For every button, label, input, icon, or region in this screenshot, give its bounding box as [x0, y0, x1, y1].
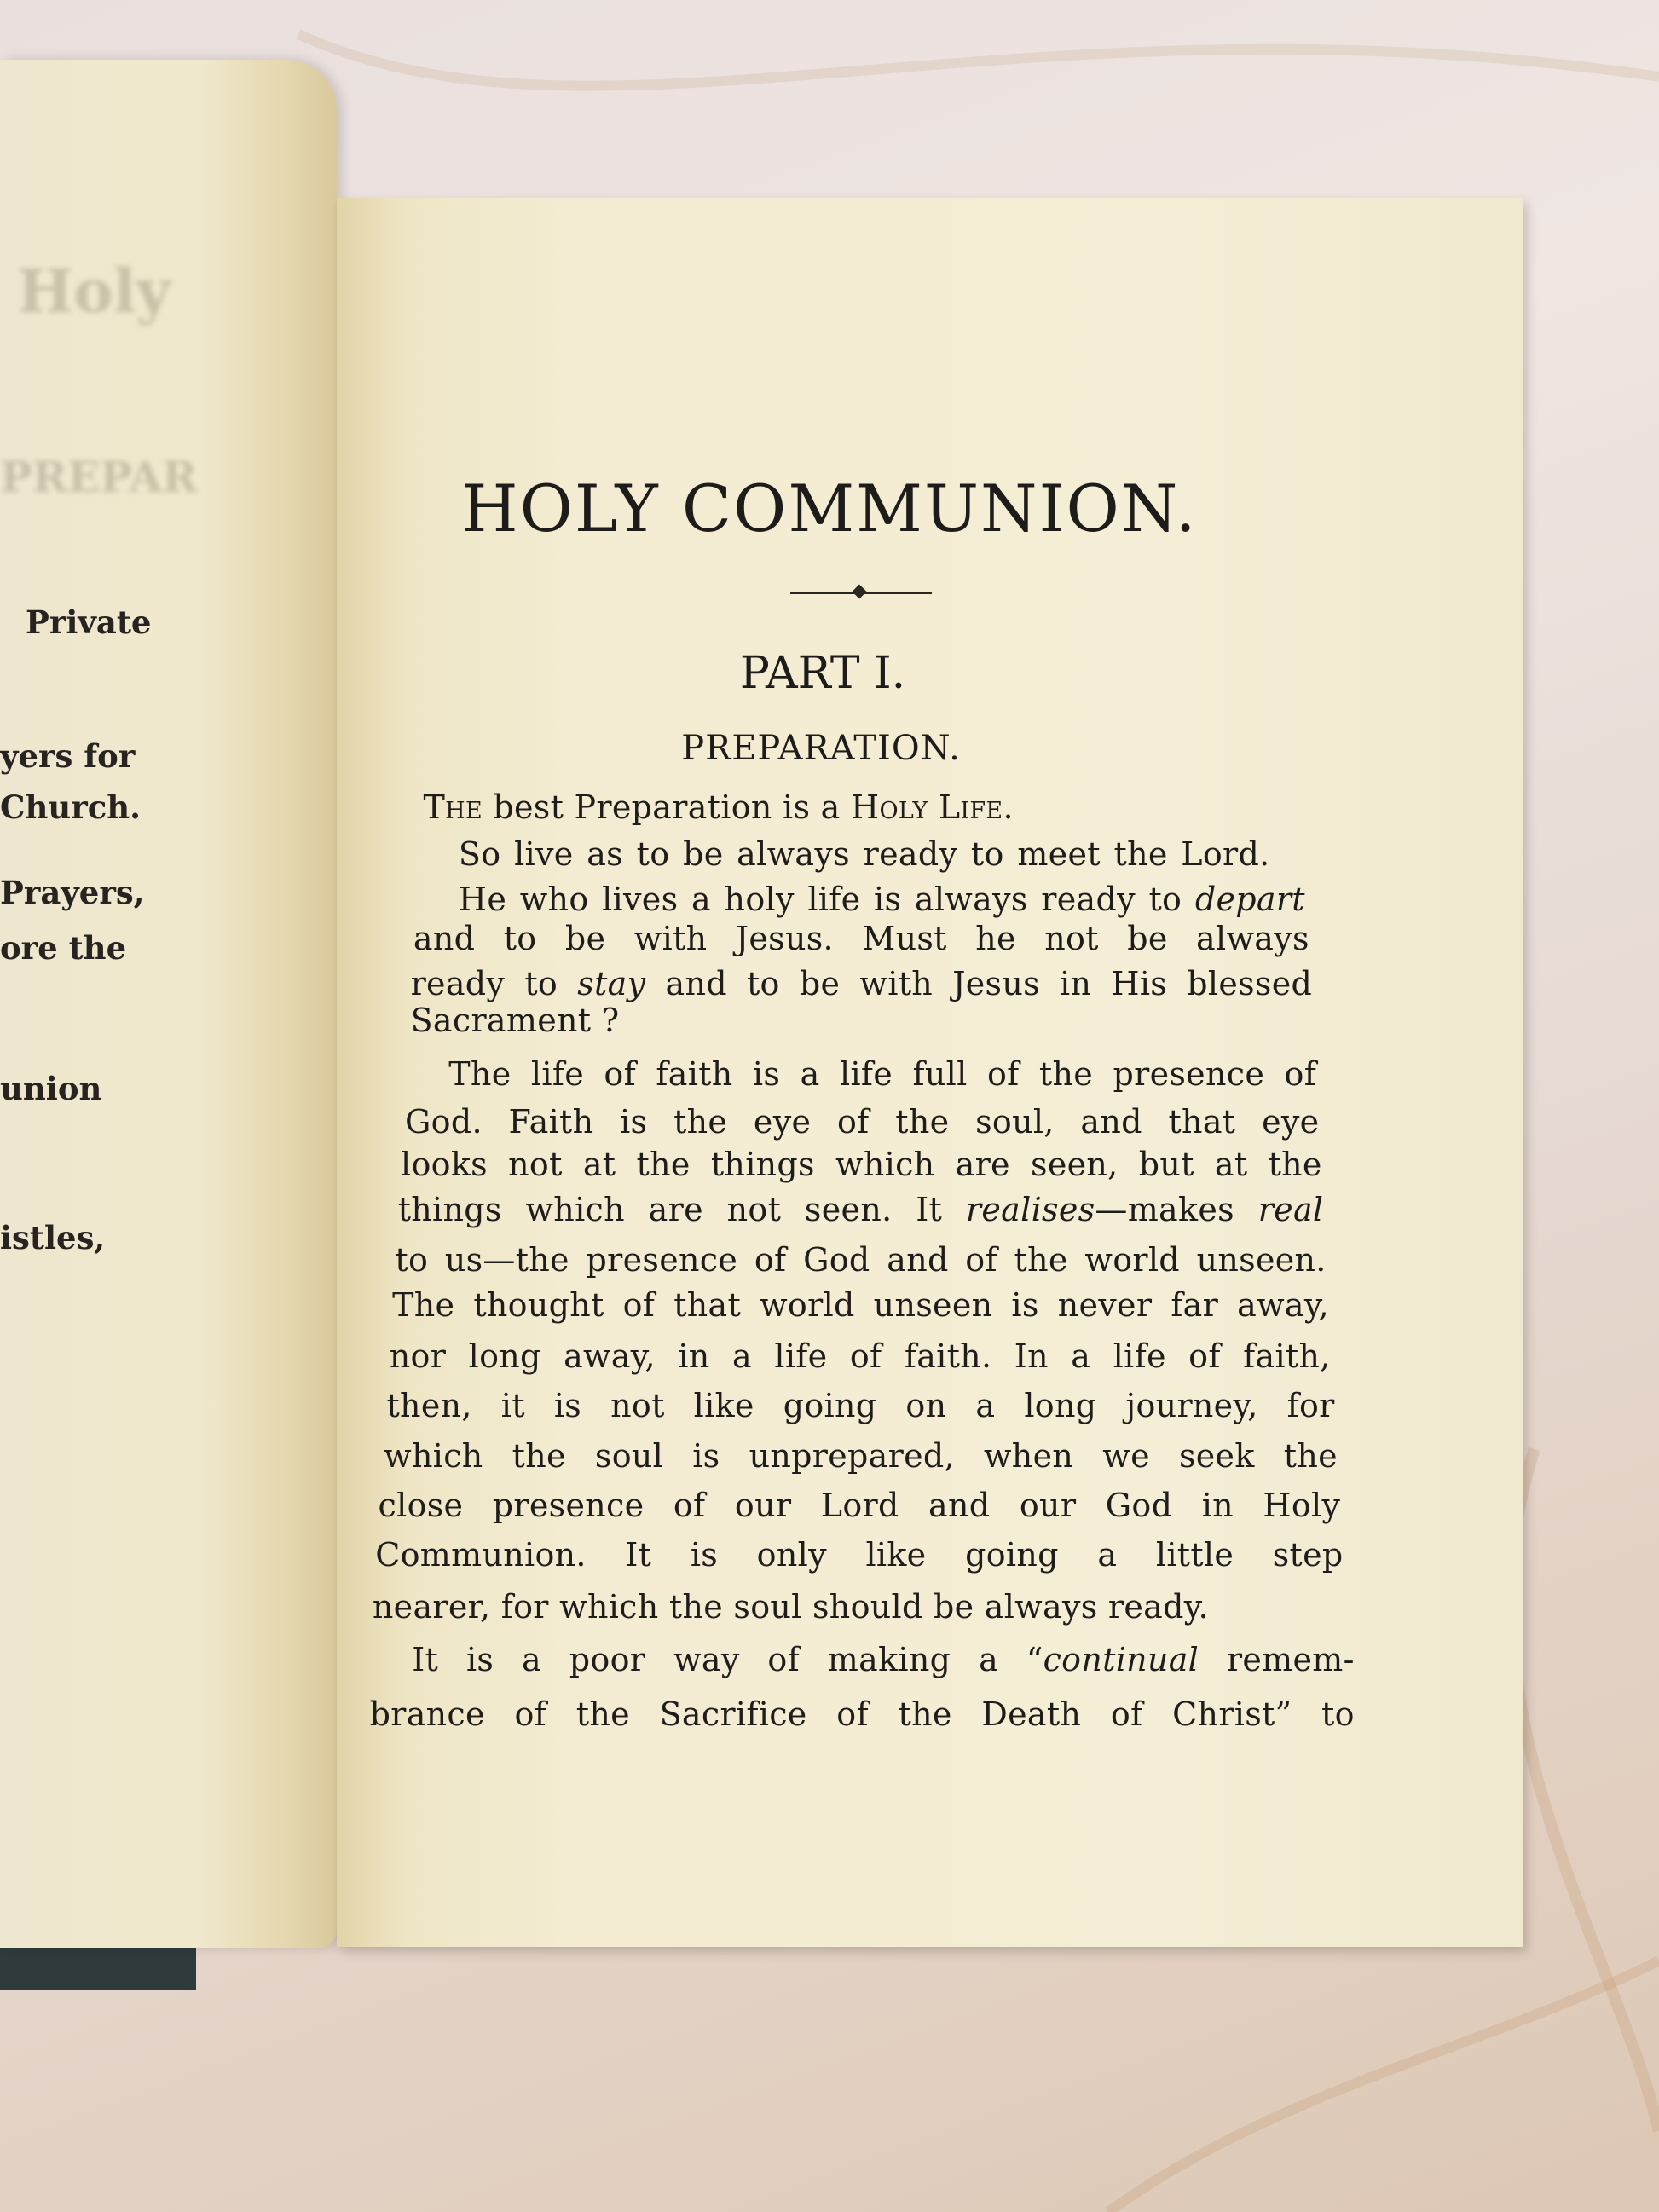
text-segment: and to be with Jesus. Must he not be always	[413, 919, 1309, 957]
text-line	[390, 1337, 1331, 1380]
text-line	[384, 1437, 1338, 1480]
text-line	[398, 1191, 1324, 1233]
left-page-fragment: union	[0, 1070, 102, 1107]
text-segment: Holy Life	[851, 788, 1003, 826]
text-segment: and to be with Jesus in His blessed	[645, 964, 1313, 1002]
text-segment: —makes	[1095, 1190, 1258, 1228]
page-title: HOLY COMMUNION.	[461, 471, 1198, 546]
left-page-fragment: Church.	[0, 788, 142, 826]
text-line	[459, 881, 1305, 923]
text-line	[405, 1103, 1319, 1146]
text-line	[411, 1002, 620, 1044]
text-line	[459, 835, 1270, 878]
part-heading: PART I.	[739, 648, 906, 699]
text-segment: nearer, for which the soul should be always ready.	[372, 1588, 1209, 1626]
section-heading: PREPARATION.	[681, 729, 961, 768]
text-line	[413, 920, 1309, 962]
left-faint-heading: PREPAR	[0, 452, 198, 502]
text-segment: best Preparation is a	[483, 788, 852, 826]
left-page-fragment: ore the	[0, 929, 127, 967]
text-segment: close presence of our Lord and our God in Holy	[378, 1487, 1341, 1525]
text-segment: .	[1003, 788, 1014, 826]
text-line	[392, 1286, 1329, 1329]
text-line	[448, 1055, 1316, 1098]
text-segment: remem-	[1199, 1640, 1355, 1678]
text-segment: stay	[577, 964, 646, 1002]
text-segment: The life of faith is a life full of the presence of	[448, 1054, 1317, 1093]
text-line	[412, 1641, 1355, 1684]
text-line	[370, 1695, 1355, 1738]
text-segment: It is a poor way of making a “	[412, 1640, 1043, 1678]
left-page-fragment: istles,	[0, 1219, 106, 1256]
text-segment: brance of the Sacrifice of the Death of Christ” to	[369, 1695, 1355, 1734]
text-segment: Communion. It is only like going a little step	[375, 1536, 1344, 1574]
text-segment: which the soul is unprepared, when we seek the	[384, 1437, 1338, 1476]
text-line	[386, 1387, 1334, 1429]
text-segment: depart	[1194, 880, 1305, 918]
text-segment: realises	[965, 1190, 1095, 1228]
text-segment: nor long away, in a life of faith. In a life of faith,	[389, 1337, 1331, 1375]
left-page-fragment: Prayers,	[0, 874, 145, 911]
text-line	[395, 1241, 1326, 1284]
text-segment: So live as to be always ready to meet the Lord.	[458, 835, 1270, 873]
text-segment: The thought of that world unseen is never far away,	[392, 1286, 1329, 1325]
text-segment: things which are not seen. It	[397, 1190, 966, 1228]
text-line	[424, 788, 1014, 831]
text-segment: to us—the presence of God and of the world unseen.	[395, 1241, 1327, 1279]
text-line	[373, 1588, 1209, 1631]
text-segment: God. Faith is the eye of the soul, and that eye	[404, 1103, 1320, 1141]
text-segment: He who lives a holy life is always ready to	[458, 880, 1195, 918]
text-line	[375, 1536, 1343, 1579]
text-segment: The	[423, 788, 483, 826]
text-line	[379, 1487, 1341, 1529]
left-page-fragment: yers for	[0, 737, 136, 775]
text-segment: ready to	[410, 964, 578, 1002]
text-segment: continual	[1043, 1640, 1199, 1678]
left-faint-heading: Holy	[17, 256, 171, 326]
text-segment: real	[1257, 1190, 1324, 1228]
text-segment: then, it is not like going on a long journey, for	[386, 1386, 1335, 1424]
left-page	[0, 60, 337, 1948]
text-segment: looks not at the things which are seen, but at the	[401, 1145, 1322, 1183]
text-segment: Sacrament ?	[410, 1001, 620, 1039]
left-page-fragment: Private	[26, 604, 152, 641]
text-line	[401, 1146, 1322, 1188]
